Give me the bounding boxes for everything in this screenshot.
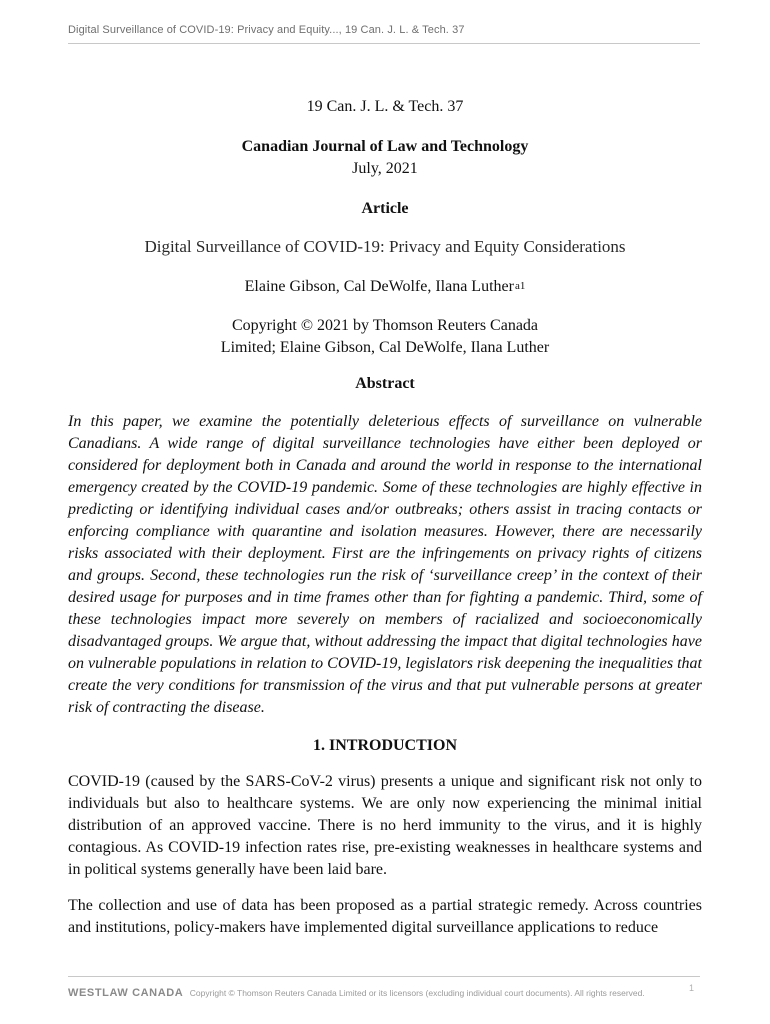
copyright-line-1: Copyright © 2021 by Thomson Reuters Canada	[231, 317, 539, 334]
citation: 19 Can. J. L. & Tech. 37	[306, 98, 464, 115]
westlaw-canada-logo: WESTLAW CANADA	[68, 987, 184, 999]
document-body	[68, 96, 702, 939]
copyright-notice	[68, 315, 702, 359]
abstract-heading: Abstract	[355, 375, 415, 392]
author-footnote-link[interactable]: a1	[514, 280, 526, 292]
section-heading-introduction: 1. INTRODUCTION	[312, 737, 457, 754]
header-divider	[68, 43, 700, 44]
running-head: Digital Surveillance of COVID-19: Privacy and Equity..., 19 Can. J. L. & Tech. 37	[68, 24, 465, 36]
copyright-line-2: Limited; Elaine Gibson, Cal DeWolfe, Ilana Luther	[220, 339, 550, 356]
authors	[68, 276, 702, 299]
body-paragraph-1: COVID-19 (caused by the SARS-CoV-2 virus) presents a unique and significant risk not only to individuals but also to healthcare systems. We are only now experiencing the minimal initial distribution of an approved vaccine. There is no herd immunity to the virus, and it is highly contagious. As COVID-19 infection rates rise, pre-existing weaknesses in healthcare systems and in political systems generally have been laid bare.	[68, 773, 702, 878]
journal-name: Canadian Journal of Law and Technology	[241, 138, 529, 155]
page-footer	[68, 983, 700, 999]
body-paragraph-2: The collection and use of data has been proposed as a partial strategic remedy. Across countries and institutions, policy-makers have implemented digital surveillance applications to reduce	[68, 897, 702, 936]
footer-divider	[68, 976, 700, 977]
footer-copyright: Copyright © Thomson Reuters Canada Limited or its licensors (excluding individual court documents). All rights reserved.	[189, 988, 645, 998]
abstract-text: In this paper, we examine the potentially deleterious effects of surveillance on vulnerable Canadians. A wide range of digital surveillance technologies have either been deployed or considered for deployment both in Canada and around the world in response to the international emergency created by the COVID-19 pandemic. Some of these technologies are highly effective in predicting or identifying individual cases and/or outbreaks; others assist in tracing contacts or enforcing compliance with quarantine and isolation measures. However, there are necessarily risks associated with their deployment. First are the infringements on privacy rights of citizens and groups. Second, these technologies run the risk of ‘surveillance creep’ in the context of their desired usage for purposes and in time frames other than for fighting a pandemic. Third, some of these technologies impact more severely on members of racialized and socioeconomically disadvantaged groups. We argue that, without addressing the impact that digital technologies have on vulnerable populations in relation to COVID-19, legislators risk deepening the inequalities that create the very conditions for transmission of the virus and that put vulnerable persons at greater risk of contracting the disease.	[68, 413, 702, 716]
page-number: 1	[688, 983, 694, 993]
publication-date: July, 2021	[352, 160, 418, 177]
article-title: Digital Surveillance of COVID-19: Privacy and Equity Considerations	[144, 237, 626, 256]
article-type: Article	[361, 200, 409, 217]
author-names: Elaine Gibson, Cal DeWolfe, Ilana Luther	[244, 278, 514, 295]
